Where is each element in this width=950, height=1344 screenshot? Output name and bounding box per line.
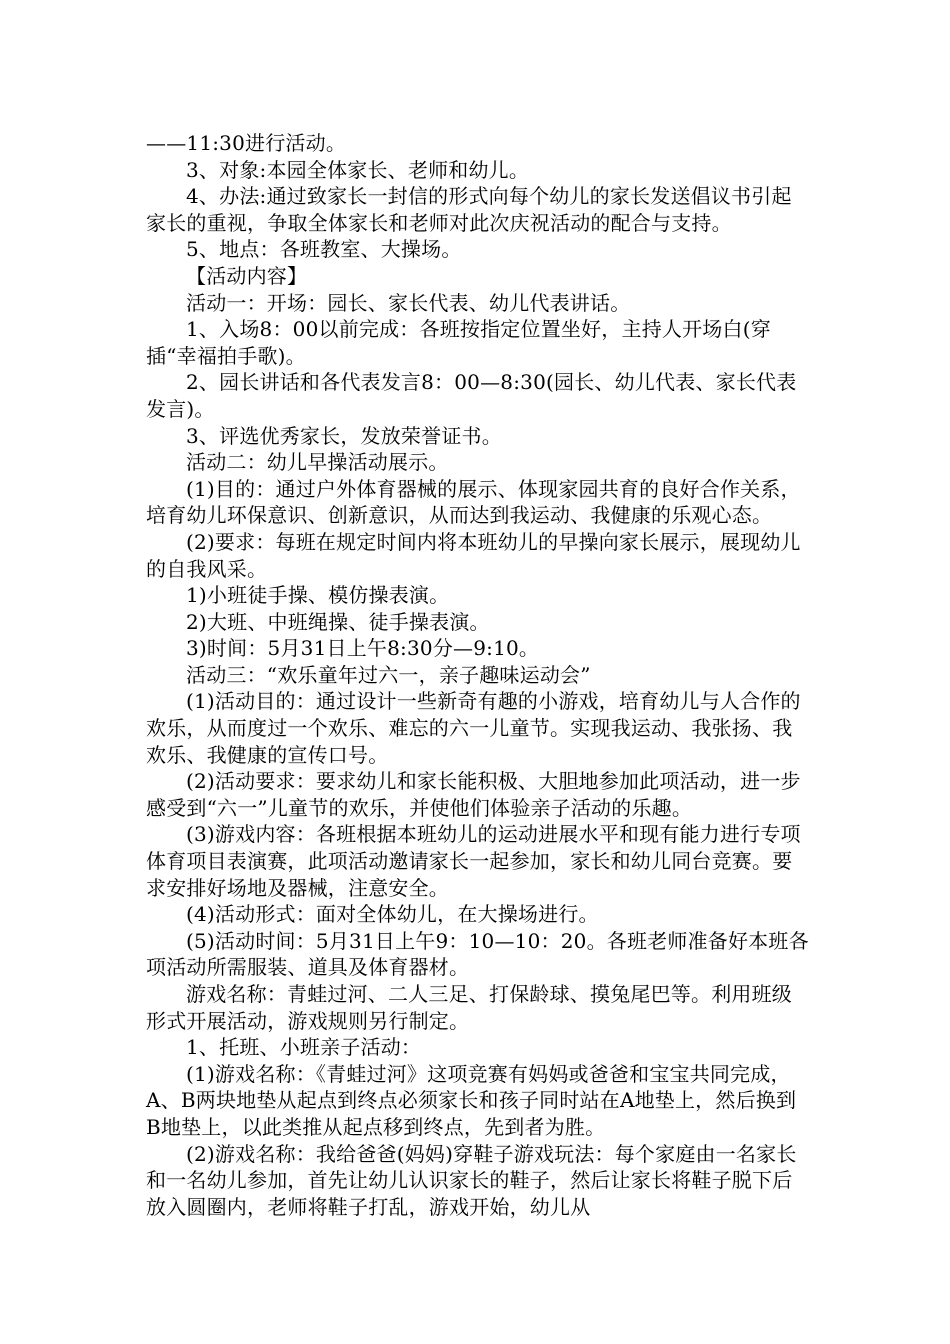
paragraph: 游戏名称：青蛙过河、二人三足、打保龄球、摸兔尾巴等。利用班级形式开展活动，游戏规则另行制定。 xyxy=(146,982,792,1033)
paragraph: ——11:30进行活动。 xyxy=(146,131,347,155)
paragraph: (4)活动形式：面对全体幼儿，在大操场进行。 xyxy=(186,902,599,927)
paragraph: 活动一：开场：园长、家长代表、幼儿代表讲话。 xyxy=(186,290,631,315)
paragraph: (2)活动要求：要求幼儿和家长能积极、大胆地参加此项活动，进一步感受到“六一”儿童节的欢乐，并使他们体验亲子活动的乐趣。 xyxy=(146,769,801,820)
paragraph: (5)活动时间：5月31日上午9：10—10：20。各班老师准备好本班各项活动所需服装、道具及体育器材。 xyxy=(146,928,809,980)
paragraph: (1)目的：通过户外体育器械的展示、体现家园共育的良好合作关系，培育幼儿环保意识、创新意识，从而达到我运动、我健康的乐观心态。 xyxy=(146,476,801,528)
paragraph: 1)小班徒手操、模仿操表演。 xyxy=(186,583,450,608)
paragraph: 活动三：“欢乐童年过六一，亲子趣味运动会” xyxy=(186,662,591,687)
paragraph: 1、入场8：00以前完成：各班按指定位置坐好，主持人开场白(穿插“幸福拍手歌)。 xyxy=(146,317,771,368)
paragraph: (1)活动目的：通过设计一些新奇有趣的小游戏，培育幼儿与人合作的欢乐，从而度过一个欢乐、难忘的六一儿童节。实现我运动、我张扬、我欢乐、我健康的宣传口号。 xyxy=(146,689,801,767)
paragraph: 活动二：幼儿早操活动展示。 xyxy=(186,450,449,475)
paragraph: (3)游戏内容：各班根据本班幼儿的运动进展水平和现有能力进行专项体育项目表演赛，此项活动邀请家长一起参加，家长和幼儿同台竞赛。要求安排好场地及器械，注意安全。 xyxy=(146,822,801,900)
paragraph: (2)游戏名称：我给爸爸(妈妈)穿鞋子游戏玩法：每个家庭由一名家长和一名幼儿参加，首先让幼儿认识家长的鞋子，然后让家长将鞋子脱下后放入圆圈内，老师将鞋子打乱，游戏开始，幼儿从 xyxy=(146,1141,797,1219)
paragraph: 3)时间：5月31日上午8:30分—9:10。 xyxy=(186,636,540,661)
paragraph: 4、办法:通过致家长一封信的形式向每个幼儿的家长发送倡议书引起家长的重视，争取全体家长和老师对此次庆祝活动的配合与支持。 xyxy=(146,184,792,235)
paragraph: (2)要求：每班在规定时间内将本班幼儿的早操向家长展示，展现幼儿的自我风采。 xyxy=(146,529,801,581)
paragraph: 1、托班、小班亲子活动： xyxy=(186,1035,422,1060)
paragraph: 3、评选优秀家长，发放荣誉证书。 xyxy=(186,423,502,448)
paragraph: 2、园长讲话和各代表发言8：00—8:30(园长、幼儿代表、家长代表发言)。 xyxy=(146,370,797,421)
section-heading: 【活动内容】 xyxy=(186,263,308,288)
paragraph: 3、对象:本园全体家长、老师和幼儿。 xyxy=(186,157,530,182)
paragraph: 2)大班、中班绳操、徒手操表演。 xyxy=(186,609,490,634)
paragraph: 5、地点：各班教室、大操场。 xyxy=(186,237,462,262)
paragraph: (1)游戏名称：《青蛙过河》这项竞赛有妈妈或爸爸和宝宝共同完成，A、B两块地垫从起点到终点必须家长和孩子同时站在A地垫上，然后换到B地垫上，以此类推从起点移到终点，先到者为胜。 xyxy=(146,1061,797,1139)
document-body xyxy=(146,130,810,1220)
